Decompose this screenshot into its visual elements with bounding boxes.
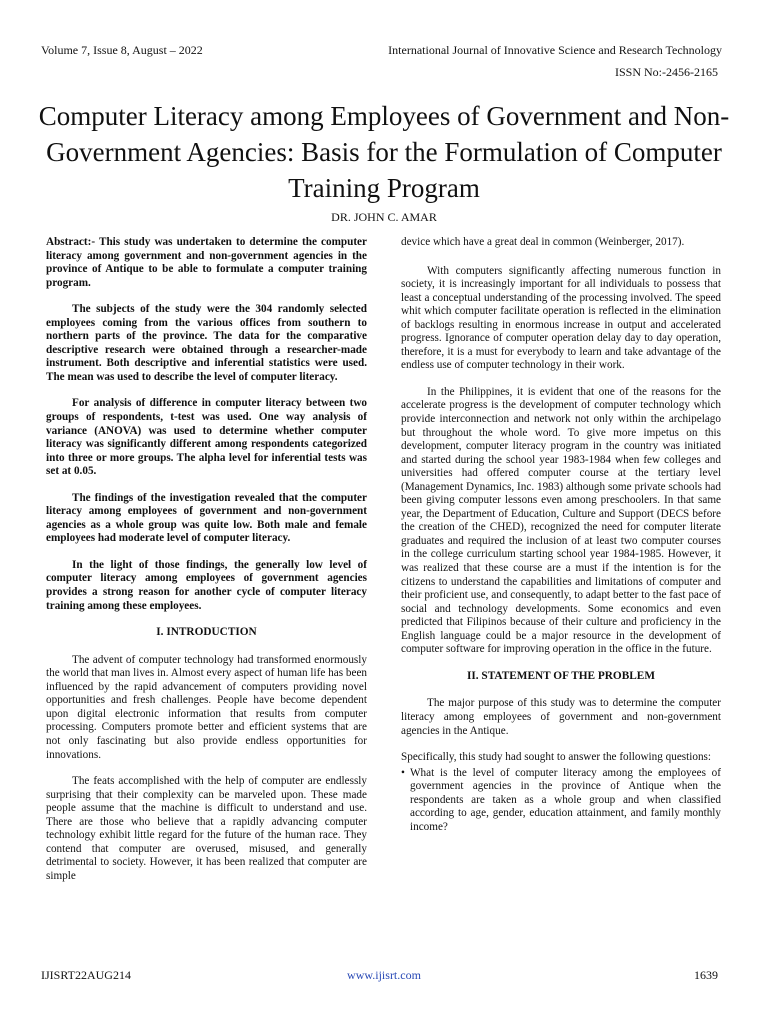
- body-paragraph: The feats accomplished with the help of computer are endlessly surprising that their complexity can be marveled upon. These made people assume that the machine is difficult to understand and use. There are those who believe that a rapidly advancing computer technology exhibit little regard for the future of the human race. They contend that computer are overused, misused, and generally detrimental to society. However, it has been realized that computer are simple: [46, 775, 367, 882]
- journal-volume: Volume 7, Issue 8, August – 2022: [41, 43, 203, 57]
- list-item: [401, 767, 721, 835]
- abstract-paragraph: The subjects of the study were the 304 randomly selected employees coming from the various offices from southern to northern parts of the province. The data for the comparative descriptive research were obtained through a researcher-made instrument. Both descriptive and inferential statistics were used. The mean was used to describe the level of computer literacy.: [46, 303, 367, 383]
- issn-number: ISSN No:-2456-2165: [614, 65, 718, 79]
- body-paragraph: In the Philippines, it is evident that one of the reasons for the accelerate progress is the development of computer technology which provide interconnection and network not only within the archipelago but throughout the whole word. To give more impetus on this development, computer literacy program in the country was initiated and started during the school year 1983-1984 when few colleges and universities had offered computer course at the tertiary level (Management Dynamics, Inc. 1983) although some private schools had been giving computer lessons even among preschoolers. In that same year, the Department of Education, Culture and Support (DECS before the creation of the CHED), recognized the need for computer literate graduates and required the inclusion of at least two computer courses in the college curriculum starting school year 1984-1985. However, it was realized that these course are a must if the intention is for the citizens to understand the capabilities and limitations of computer and their proficient use, and consequently, to adapt better to the fast pace of social and technology developments. Some economics and even predicted that Filipinos because of their culture and proficiency in the English language could be a major resource in the development of computer software for improving operation in the office in the future.: [401, 385, 721, 656]
- abstract-paragraph: For analysis of difference in computer literacy between two groups of respondents, t-test was used. One way analysis of variance (ANOVA) was used to determine whether computer literacy was significantly different among respondents categorized into three or more groups. The alpha level for inferential tests was set at 0.05.: [46, 397, 367, 478]
- introduction-heading: I. INTRODUCTION: [156, 626, 257, 639]
- abstract-paragraph: In the light of those findings, the generally low level of computer literacy among employees of government agencies provides a strong reason for another cycle of computer literacy training among these employees.: [46, 558, 367, 612]
- bullet-icon: •: [401, 766, 405, 779]
- page-number: 1639: [694, 968, 718, 982]
- research-questions-list: [401, 767, 721, 835]
- journal-name: International Journal of Innovative Science and Research Technology: [388, 43, 722, 57]
- right-column: [401, 236, 721, 834]
- problem-statement-heading: II. STATEMENT OF THE PROBLEM: [466, 669, 655, 682]
- body-paragraph: The major purpose of this study was to determine the computer literacy among employees of government and non-government agencies in the Antique.: [401, 697, 721, 737]
- abstract-paragraph: The findings of the investigation revealed that the computer literacy among employees of government and non-government agencies as a whole group was quite low. Both male and female employees had moderate level of computer literacy.: [46, 491, 367, 545]
- abstract-paragraph: Abstract:- This study was undertaken to determine the computer literacy among government and non-government agencies in the province of Antique to be able to formulate a computer training program.: [46, 236, 367, 289]
- body-paragraph: The advent of computer technology had transformed enormously the world that man lives in. Almost every aspect of human life has been influenced by the rapid advancement of computers providing novel opportunities and fresh challenges. People have become dependent upon digital electronic information that results from computer processing. Computers promote better and efficient systems that are not only fascinating but also provide endless opportunities for innovations.: [46, 653, 367, 761]
- question-text: What is the level of computer literacy among the employees of government agencies in the province of Antique when the respondents are taken as a whole group and when classified according to age, gender, education attainment, and family monthly income?: [410, 766, 721, 833]
- body-paragraph: Specifically, this study had sought to answer the following questions:: [401, 751, 711, 764]
- paper-title: Computer Literacy among Employees of Government and Non-Government Agencies: Basis for the Formulation of Computer Training Program: [38, 101, 730, 203]
- continued-paragraph: device which have a great deal in common (Weinberger, 2017).: [401, 236, 685, 248]
- article-code: IJISRT22AUG214: [41, 968, 131, 982]
- body-paragraph: With computers significantly affecting numerous function in society, it is increasingly important for all individuals to possess that least a conceptual understanding of the processing involved. The speed whit which computer facilitate operation is reflected in the elimination of backlogs resulting in enormous increase in output and accelerated progress. Ignorance of computer operation delay day to day operation, therefore, it is a must for everybody to learn and take advantage of the endless use of computer technology in their work.: [401, 264, 721, 372]
- left-column: [46, 236, 367, 896]
- author-name: DR. JOHN C. AMAR: [331, 210, 437, 224]
- journal-website-link[interactable]: www.ijisrt.com: [347, 968, 421, 982]
